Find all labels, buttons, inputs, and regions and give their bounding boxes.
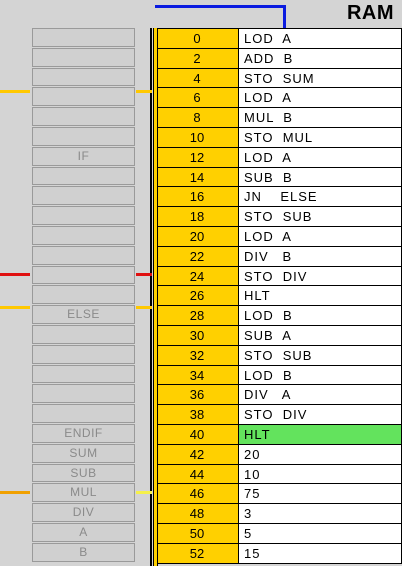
memory-address: 20 <box>155 227 239 246</box>
memory-value[interactable]: DIV A <box>239 385 402 404</box>
memory-row <box>155 465 402 485</box>
memory-row <box>155 187 402 207</box>
memory-address: 24 <box>155 267 239 286</box>
label-cell: SUB <box>32 464 135 483</box>
label-cell <box>32 87 135 106</box>
memory-row <box>155 108 402 128</box>
memory-value[interactable]: 20 <box>239 445 402 464</box>
memory-address: 52 <box>155 544 239 563</box>
signal-wire-orange <box>0 90 30 93</box>
address-bus-wire-drop <box>283 5 286 28</box>
memory-row <box>155 306 402 326</box>
memory-value[interactable]: LOD A <box>239 29 402 48</box>
memory-row <box>155 524 402 544</box>
memory-value[interactable]: LOD B <box>239 306 402 325</box>
memory-row <box>155 346 402 366</box>
memory-address: 12 <box>155 148 239 167</box>
label-cell <box>32 226 135 245</box>
label-cell: A <box>32 523 135 542</box>
label-cell <box>32 167 135 186</box>
label-column <box>32 28 135 563</box>
label-cell <box>32 404 135 423</box>
memory-row <box>155 405 402 425</box>
label-cell <box>32 28 135 47</box>
memory-row <box>155 286 402 306</box>
memory-row <box>155 128 402 148</box>
memory-row <box>155 544 402 564</box>
address-strip <box>153 28 158 566</box>
memory-value[interactable]: 15 <box>239 544 402 563</box>
memory-address: 38 <box>155 405 239 424</box>
ram-table <box>155 28 402 564</box>
memory-row <box>155 484 402 504</box>
memory-row <box>155 69 402 89</box>
memory-value[interactable]: STO SUB <box>239 207 402 226</box>
label-cell <box>32 127 135 146</box>
signal-wire-orange <box>0 491 30 494</box>
memory-address: 26 <box>155 286 239 305</box>
memory-row <box>155 504 402 524</box>
memory-address: 0 <box>155 29 239 48</box>
memory-value[interactable]: HLT <box>239 425 402 444</box>
memory-address: 42 <box>155 445 239 464</box>
signal-wire-yellow <box>0 306 30 309</box>
memory-row <box>155 445 402 465</box>
signal-wire-orange <box>136 90 152 93</box>
label-cell <box>32 107 135 126</box>
label-cell <box>32 345 135 364</box>
memory-address: 36 <box>155 385 239 404</box>
ram-title: RAM <box>346 2 394 24</box>
memory-value[interactable]: 3 <box>239 504 402 523</box>
memory-row <box>155 247 402 267</box>
label-cell: DIV <box>32 503 135 522</box>
memory-row <box>155 227 402 247</box>
signal-wire-yellow <box>136 491 152 494</box>
memory-address: 10 <box>155 128 239 147</box>
memory-value[interactable]: STO MUL <box>239 128 402 147</box>
memory-value[interactable]: LOD A <box>239 88 402 107</box>
label-cell: ELSE <box>32 305 135 324</box>
memory-value[interactable]: LOD B <box>239 366 402 385</box>
memory-address: 4 <box>155 69 239 88</box>
memory-value[interactable]: 10 <box>239 465 402 484</box>
memory-row <box>155 207 402 227</box>
memory-address: 44 <box>155 465 239 484</box>
memory-row <box>155 148 402 168</box>
memory-value[interactable]: SUB B <box>239 168 402 187</box>
memory-value[interactable]: 75 <box>239 484 402 503</box>
label-cell: SUM <box>32 444 135 463</box>
memory-address: 30 <box>155 326 239 345</box>
label-cell <box>32 325 135 344</box>
memory-value[interactable]: MUL B <box>239 108 402 127</box>
memory-row <box>155 385 402 405</box>
label-cell: B <box>32 543 135 562</box>
memory-address: 40 <box>155 425 239 444</box>
memory-value[interactable]: STO SUM <box>239 69 402 88</box>
label-cell <box>32 365 135 384</box>
memory-address: 34 <box>155 366 239 385</box>
memory-address: 18 <box>155 207 239 226</box>
memory-address: 32 <box>155 346 239 365</box>
label-cell <box>32 384 135 403</box>
memory-value[interactable]: JN ELSE <box>239 187 402 206</box>
memory-address: 16 <box>155 187 239 206</box>
memory-value[interactable]: STO SUB <box>239 346 402 365</box>
memory-address: 46 <box>155 484 239 503</box>
memory-row <box>155 88 402 108</box>
memory-address: 8 <box>155 108 239 127</box>
label-cell <box>32 266 135 285</box>
memory-value[interactable]: STO DIV <box>239 405 402 424</box>
label-cell <box>32 48 135 67</box>
label-cell <box>32 246 135 265</box>
label-cell: IF <box>32 147 135 166</box>
memory-row <box>155 49 402 69</box>
memory-address: 6 <box>155 88 239 107</box>
memory-address: 50 <box>155 524 239 543</box>
memory-value[interactable]: SUB A <box>239 326 402 345</box>
memory-address: 28 <box>155 306 239 325</box>
label-cell <box>32 206 135 225</box>
memory-row <box>155 366 402 386</box>
memory-address: 22 <box>155 247 239 266</box>
memory-row <box>155 425 402 445</box>
column-divider <box>150 28 152 566</box>
signal-wire-red <box>0 273 30 276</box>
signal-wire-yellow <box>136 306 152 309</box>
memory-row <box>155 326 402 346</box>
memory-value[interactable]: LOD A <box>239 148 402 167</box>
label-cell <box>32 68 135 87</box>
memory-row <box>155 29 402 49</box>
label-cell: MUL <box>32 483 135 502</box>
memory-value[interactable]: DIV B <box>239 247 402 266</box>
memory-value[interactable]: HLT <box>239 286 402 305</box>
memory-row <box>155 168 402 188</box>
memory-value[interactable]: 5 <box>239 524 402 543</box>
label-cell: ENDIF <box>32 424 135 443</box>
memory-value[interactable]: LOD A <box>239 227 402 246</box>
memory-address: 14 <box>155 168 239 187</box>
memory-address: 48 <box>155 504 239 523</box>
memory-value[interactable]: STO DIV <box>239 267 402 286</box>
label-cell <box>32 285 135 304</box>
memory-value[interactable]: ADD B <box>239 49 402 68</box>
memory-row <box>155 267 402 287</box>
memory-address: 2 <box>155 49 239 68</box>
signal-wire-red <box>136 273 152 276</box>
label-cell <box>32 186 135 205</box>
address-bus-wire <box>155 5 285 8</box>
